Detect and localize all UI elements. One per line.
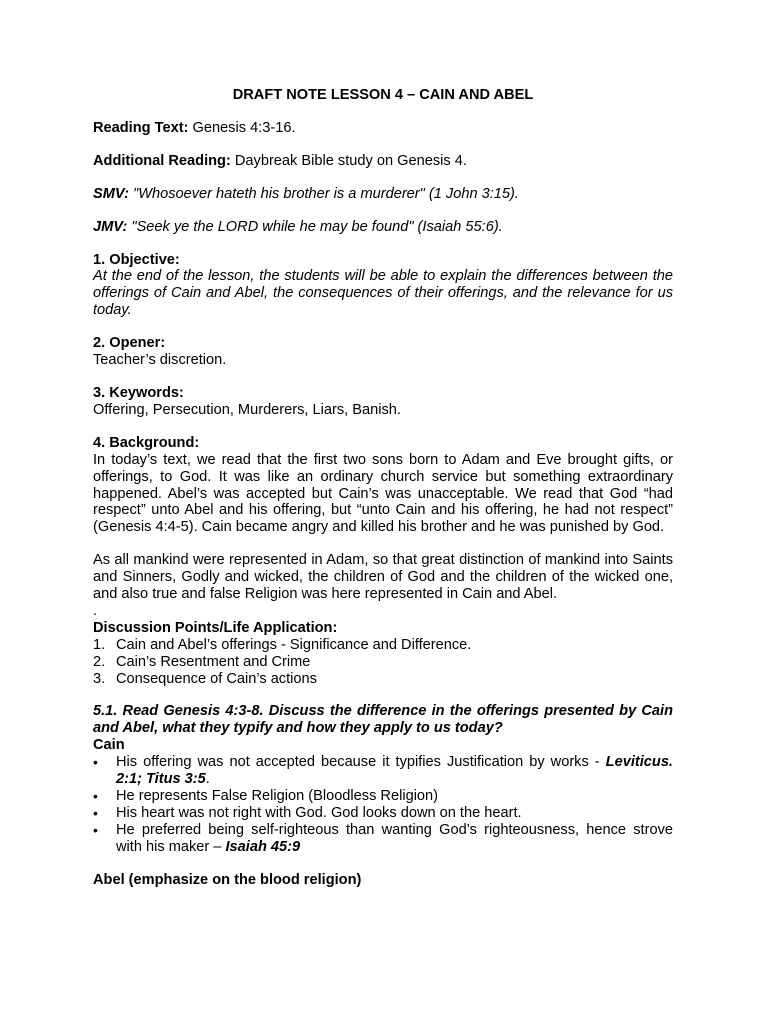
list-item: • He represents False Religion (Bloodless Religion) (93, 788, 439, 804)
objective-body: At the end of the lesson, the students will be able to explain the differences between the offerings of Cain and Abel, the consequences of their offerings, and the relevance for us today. (93, 268, 673, 319)
discussion-points-list (93, 637, 673, 688)
reading-text-line (93, 120, 673, 137)
bullet-icon: • (93, 788, 98, 804)
list-item: 3. Consequence of Cain’s actions (93, 670, 317, 687)
reading-text-label: Reading Text: (93, 119, 189, 136)
additional-reading-label: Additional Reading: (93, 152, 231, 169)
discussion-heading: Discussion Points/Life Application: (93, 619, 338, 636)
opener-body: Teacher’s discretion. (93, 352, 227, 369)
jmv-line (93, 219, 673, 236)
section-5-1-heading: 5.1. Read Genesis 4:3-8. Discuss the difference in the offerings presented by Cain and Abel, what they typify and how they apply to us today? (93, 703, 673, 737)
keywords-body: Offering, Persecution, Murderers, Liars, Banish. (93, 401, 401, 418)
background-heading: 4. Background: (93, 434, 200, 451)
smv-label: SMV: (93, 185, 129, 202)
opener-heading: 2. Opener: (93, 335, 166, 352)
bullet-icon: • (93, 821, 98, 838)
stray-period: . (93, 602, 98, 619)
list-item: • He preferred being self-righteous than wanting God’s righteousness, hence strove with his maker – Isaiah 45:9 (93, 821, 673, 855)
additional-reading-line (93, 153, 673, 170)
list-item: • His heart was not right with God. God looks down on the heart. (93, 804, 522, 821)
additional-reading-value: Daybreak Bible study on Genesis 4. (230, 152, 467, 169)
background-paragraph-1: In today’s text, we read that the first two sons born to Adam and Eve brought gifts, or offerings, to God. It was like an ordinary church service but something extraordinary happened. Abel’s was accepted but Cain’s was unacceptable. We read that God “had respect” unto Abel and his offering, but “unto Cain and his offering, he had not respect” (Genesis 4:4-5). Cain became angry and killed his brother and he was punished by God. (93, 451, 673, 536)
bullet-icon: • (93, 804, 98, 821)
jmv-value: "Seek ye the LORD while he may be found" (Isaiah 55:6). (127, 218, 503, 235)
jmv-label: JMV: (93, 218, 128, 235)
page-title: DRAFT NOTE LESSON 4 – CAIN AND ABEL (232, 87, 534, 103)
cain-bullet-list (93, 754, 673, 855)
list-item: • His offering was not accepted because it typifies Justification by works - Leviticus. 2:1; Titus 3:5. (93, 754, 673, 788)
cain-label: Cain (93, 737, 125, 754)
smv-line (93, 186, 673, 203)
keywords-heading: 3. Keywords: (93, 384, 184, 401)
background-paragraph-2: As all mankind were represented in Adam, so that great distinction of mankind into Saints and Sinners, Godly and wicked, the children of God and the children of the wicked one, and also true and false Religion was here represented in Cain and Abel. (93, 552, 673, 603)
list-item: 2. Cain’s Resentment and Crime (93, 653, 311, 670)
objective-heading: 1. Objective: (93, 251, 180, 268)
document-body (93, 87, 673, 889)
smv-value: "Whosoever hateth his brother is a murderer" (1 John 3:15). (128, 185, 519, 202)
abel-label: Abel (emphasize on the blood religion) (93, 871, 362, 888)
reading-text-value: Genesis 4:3-16. (188, 119, 296, 136)
list-item: 1. Cain and Abel’s offerings - Significance and Difference. (93, 636, 472, 653)
bullet-icon: • (93, 754, 98, 771)
